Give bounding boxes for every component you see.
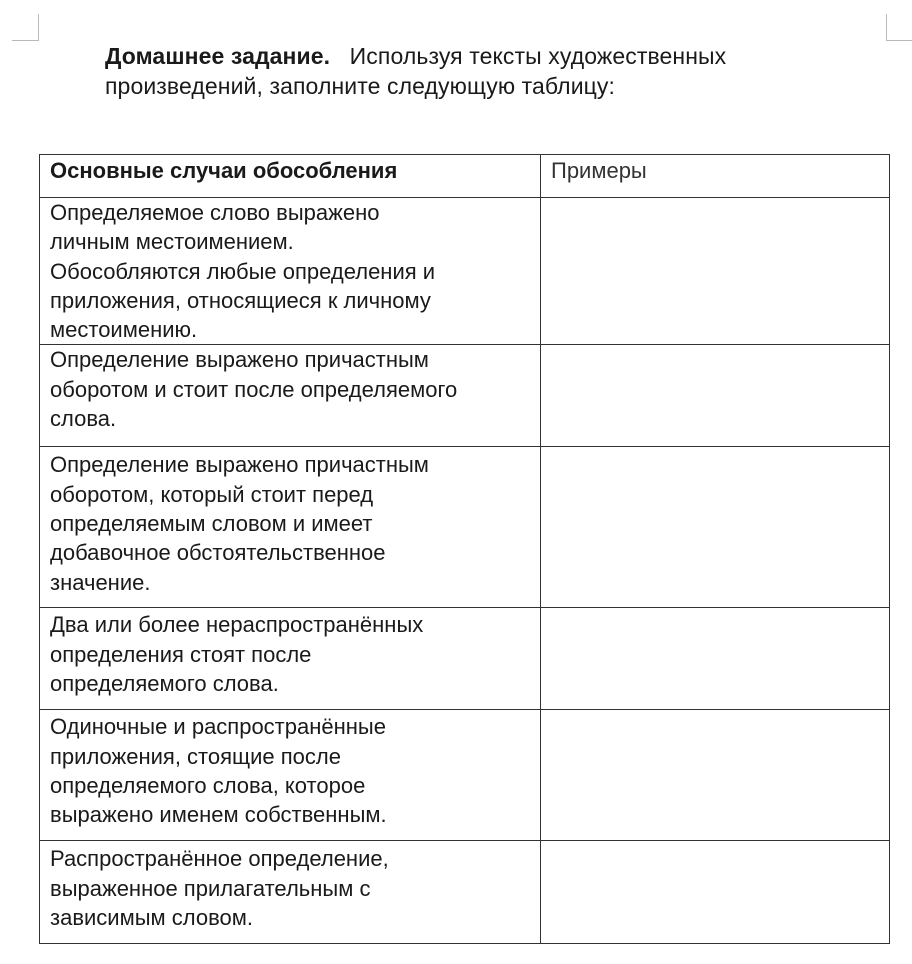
- case-cell: [40, 710, 541, 841]
- example-cell[interactable]: [541, 447, 890, 608]
- table-row: [40, 447, 890, 608]
- page-corner-mark-right: [886, 14, 912, 41]
- table-row: [40, 198, 890, 345]
- case-cell: [40, 841, 541, 944]
- case-text: Распространённое определение, выраженное прилагательным с зависимым словом.: [50, 846, 389, 931]
- case-text: Определяемое слово выражено личным местоимением. Обособляются любые определения и приложения, относящиеся к личному местоимению.: [50, 200, 436, 343]
- case-text: Определение выражено причастным оборотом и стоит после определяемого слова.: [50, 347, 458, 432]
- case-cell: [40, 345, 541, 447]
- table-row: [40, 608, 890, 710]
- case-text: Два или более нераспространённых определения стоят после определяемого слова.: [50, 612, 424, 697]
- table-row: [40, 345, 890, 447]
- example-cell[interactable]: [541, 198, 890, 345]
- case-text: Определение выражено причастным оборотом, который стоит перед определяемым словом и имеет добавочное обстоятельственное значение.: [50, 452, 429, 595]
- case-cell: [40, 198, 541, 345]
- assignment-label: Домашнее задание.: [105, 43, 331, 69]
- assignment-text: Используя тексты художественных произведений, заполните следующую таблицу:: [105, 43, 727, 99]
- example-cell[interactable]: [541, 710, 890, 841]
- table-header-row: [40, 155, 890, 198]
- example-cell[interactable]: [541, 841, 890, 944]
- case-cell: [40, 608, 541, 710]
- case-text: Одиночные и распространённые приложения, стоящие после определяемого слова, которое выражено именем собственным.: [50, 714, 387, 828]
- table-row: [40, 710, 890, 841]
- assignment-instructions: [105, 41, 865, 101]
- case-cell: [40, 447, 541, 608]
- header-cases: Основные случаи обособления: [40, 155, 541, 198]
- example-cell[interactable]: [541, 345, 890, 447]
- cases-table: [39, 154, 890, 944]
- page-corner-mark-left: [12, 14, 39, 41]
- header-examples: Примеры: [541, 155, 890, 198]
- table-row: [40, 841, 890, 944]
- example-cell[interactable]: [541, 608, 890, 710]
